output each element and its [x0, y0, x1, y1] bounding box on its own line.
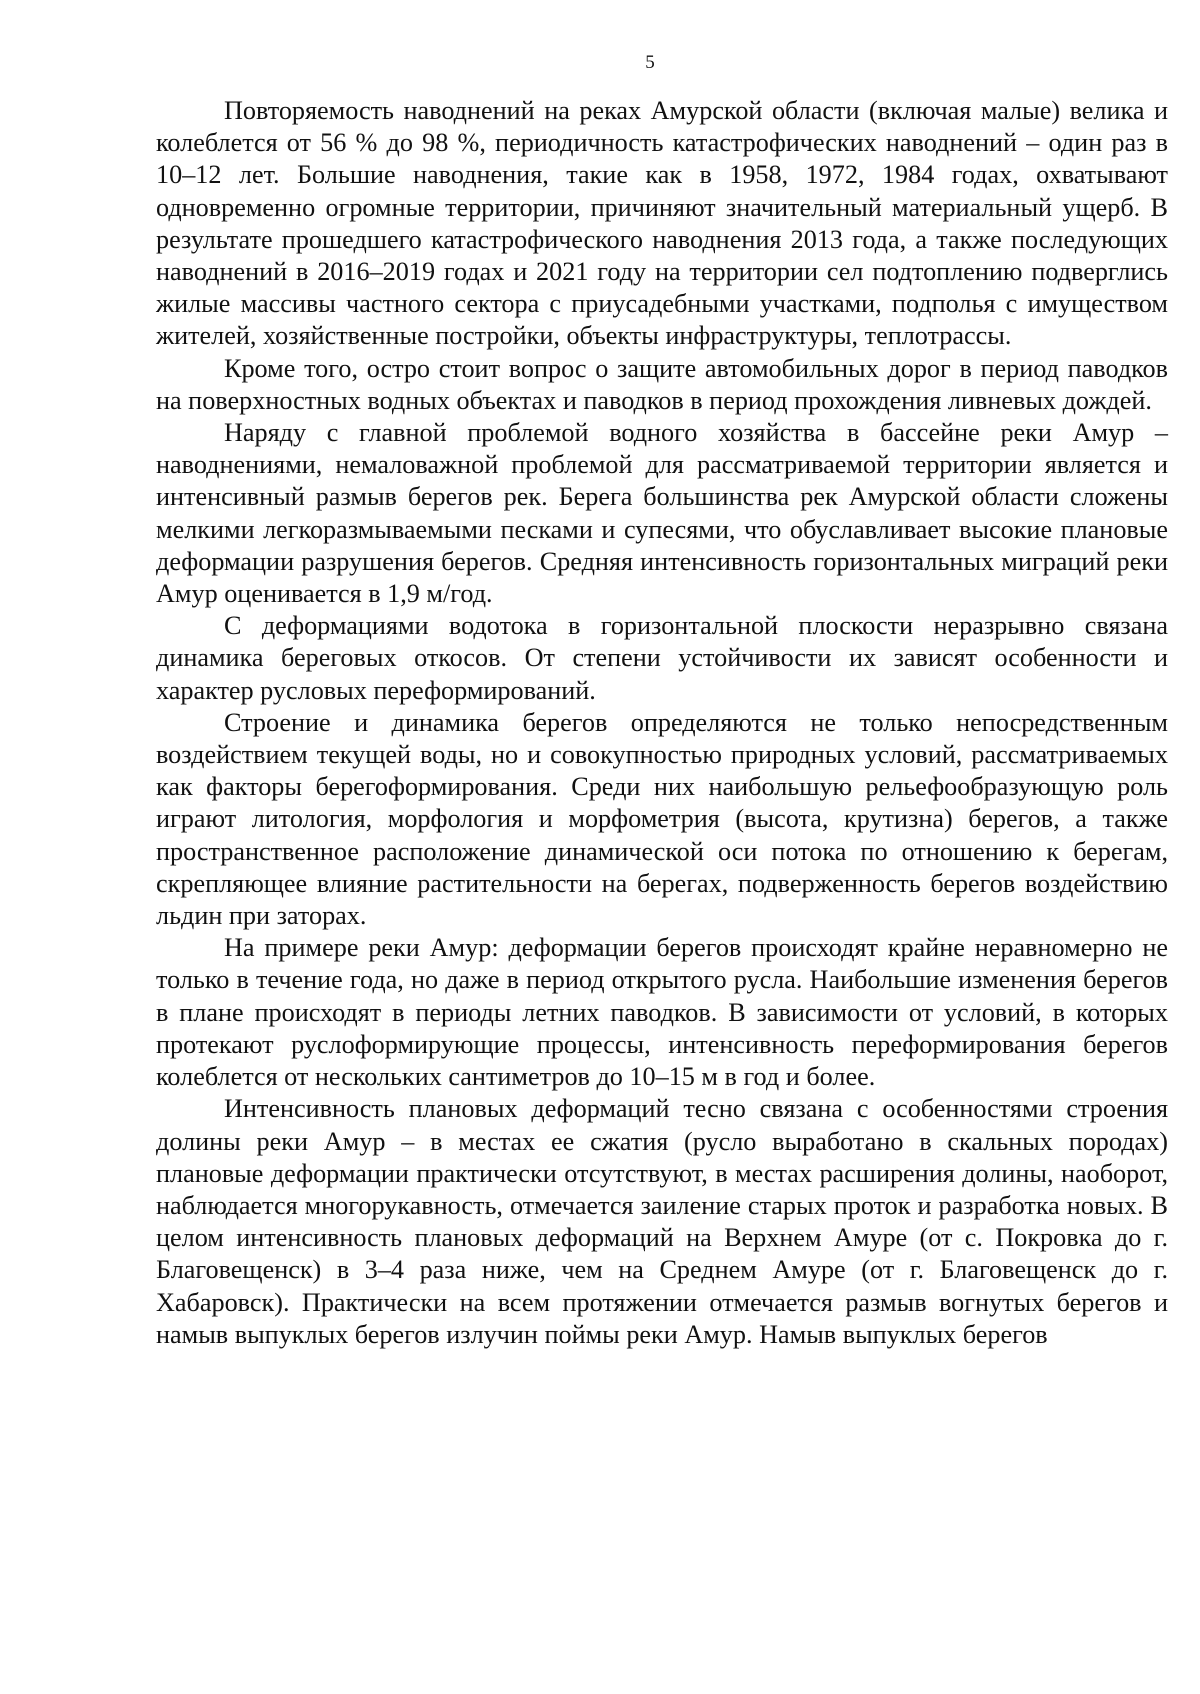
paragraph-bank-slope-dynamics: С деформациями водотока в горизонтальной плоскости неразрывно связана динамика береговых откосов. От степени устойчивости их зависят особенности и характер русловых переформирований. [156, 611, 1168, 705]
paragraph-bank-erosion: Наряду с главной проблемой водного хозяйства в бассейне реки Амур – наводнениями, немаловажной проблемой для рассматриваемой территории является и интенсивный размыв берегов рек. Берега большинства рек Амурской области сложены мелкими легкоразмываемыми песками и супесями, что обуславливает высокие плановые деформации разрушения берегов. Средняя интенсивность горизонтальных миграций реки Амур оценивается в 1,9 м/год. [156, 418, 1168, 609]
paragraph-road-protection: Кроме того, остро стоит вопрос о защите автомобильных дорог в период паводков на поверхностных водных объектах и паводков в период прохождения ливневых дождей. [156, 353, 1168, 415]
document-body [156, 95, 1168, 1351]
paragraph-bank-formation-factors: Строение и динамика берегов определяются не только непосредственным воздействием текущей воды, но и совокупностью природных условий, рассматриваемых как факторы берегоформирования. Среди них наибольшую рельефообразующую роль играют литология, морфология и морфометрия (высота, крутизна) берегов, а также пространственное расположение динамической оси потока по отношению к берегам, скрепляющее влияние растительности на берегах, подверженность берегов воздействию льдин при заторах. [156, 707, 1168, 931]
paragraph-valley-structure: Интенсивность плановых деформаций тесно связана с особенностями строения долины реки Амур – в местах ее сжатия (русло выработано в скальных породах) плановые деформации практически отсутствуют, в местах расширения долины, наоборот, наблюдается многорукавность, отмечается заиление старых проток и разработка новых. В целом интенсивность плановых деформаций на Верхнем Амуре (от с. Покровка до г. Благовещенск) в 3–4 раза ниже, чем на Среднем Амуре (от г. Благовещенск до г. Хабаровск). Практически на всем протяжении отмечается размыв вогнутых берегов и намыв выпуклых берегов излучин поймы реки Амур. Намыв выпуклых берегов [156, 1094, 1168, 1349]
paragraph-flood-recurrence: Повторяемость наводнений на реках Амурской области (включая малые) велика и колеблется от 56 % до 98 %, периодичность катастрофических наводнений – один раз в 10–12 лет. Большие наводнения, такие как в 1958, 1972, 1984 годах, охватывают одновременно огромные территории, причиняют значительный материальный ущерб. В результате прошедшего катастрофического наводнения 2013 года, а также последующих наводнений в 2016–2019 годах и 2021 году на территории сел подтоплению подверглись жилые массивы частного сектора с приусадебными участками, подполья с имуществом жителей, хозяйственные постройки, объекты инфраструктуры, теплотрассы. [156, 96, 1168, 351]
paragraph-amur-deformations: На примере реки Амур: деформации берегов происходят крайне неравномерно не только в течение года, но даже в период открытого русла. Наибольшие изменения берегов в плане происходят в периоды летних паводков. В зависимости от условий, в которых протекают руслоформирующие процессы, интенсивность переформирования берегов колеблется от нескольких сантиметров до 10–15 м в год и более. [156, 933, 1168, 1092]
page-number: 5 [645, 52, 655, 73]
